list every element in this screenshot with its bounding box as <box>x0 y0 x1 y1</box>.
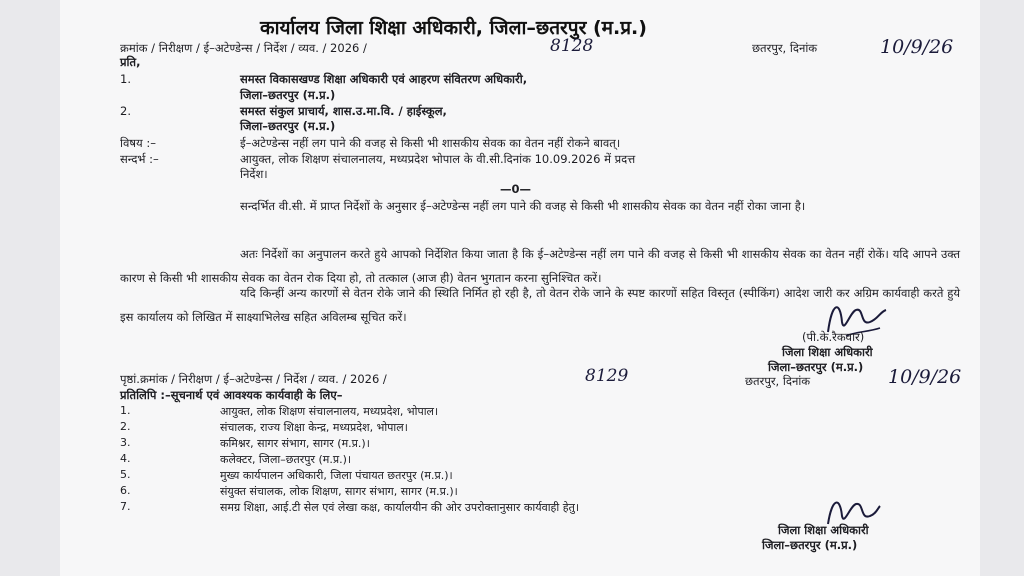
place-date-label: छतरपुर, दिनांक <box>752 41 818 55</box>
copy-item-7-number: 7. <box>120 500 131 513</box>
copy-item-4-text: कलेक्टर, जिला–छतरपुर (म.प्र.)। <box>220 453 352 466</box>
copy-item-1-number: 1. <box>120 404 131 417</box>
signatory-name: (पी.के.रैकवार) <box>802 330 865 344</box>
endorsement-date-handwritten: 10/9/26 <box>888 366 962 388</box>
reference-number-handwritten: 8128 <box>550 36 594 56</box>
signatory-2-designation: जिला शिक्षा अधिकारी <box>778 523 869 537</box>
endorsement-number-handwritten: 8129 <box>585 366 629 386</box>
office-title: कार्यालय जिला शिक्षा अधिकारी, जिला–छतरपुर (म.प्र.) <box>260 17 647 39</box>
reference-line <box>120 41 367 56</box>
copy-item-3-number: 3. <box>120 436 131 449</box>
recipient-2-line1: समस्त संकुल प्राचार्य, शास.उ.मा.वि. / हाईस्कूल, <box>240 104 447 118</box>
reference-label: सन्दर्भ :– <box>120 152 159 166</box>
subject-text: ई–अटेण्डेन्स नहीं लग पाने की वजह से किसी भी शासकीय सेवक का वेतन नहीं रोकने बावत्। <box>240 136 621 150</box>
signatory-1-designation: जिला शिक्षा अधिकारी <box>782 345 873 359</box>
endorsement-reference-prefix: पृष्ठां.क्रमांक / निरीक्षण / ई–अटेण्डेन्स / निर्देश / व्यव. / 2026 / <box>120 372 387 386</box>
copy-item-6-number: 6. <box>120 484 131 497</box>
endorsement-place-date-label: छतरपुर, दिनांक <box>745 374 811 388</box>
copy-item-3-text: कमिश्नर, सागर संभाग, सागर (म.प्र.)। <box>220 437 370 450</box>
copy-item-2-text: संचालक, राज्य शिक्षा केन्द्र, मध्यप्रदेश, भोपाल। <box>220 421 408 434</box>
recipient-2-line2: जिला–छतरपुर (म.प्र.) <box>240 119 336 133</box>
recipient-1-number: 1. <box>120 72 131 86</box>
copy-item-4-number: 4. <box>120 452 131 465</box>
copy-item-1-text: आयुक्त, लोक शिक्षण संचालनालय, मध्यप्रदेश, भोपाल। <box>220 405 439 418</box>
copy-item-7-text: समग्र शिक्षा, आई.टी सेल एवं लेखा कक्ष, कार्यालयीन की ओर उपरोक्तानुसार कार्यवाही हेतु। <box>220 501 580 514</box>
signatory-1-district: जिला–छतरपुर (म.प्र.) <box>768 360 864 374</box>
body-paragraph-2: अतः निर्देशों का अनुपालन करते हुये आपको निर्देशित किया जाता है कि ई–अटेण्डेन्स नहीं लग पाने की वजह से किसी भी शासकीय सेवक का वेतन नहीं रोकें। यदि आपने उक्त कारण से किसी भी शासकीय सेवक का वेतन रोक दिया हो, तो तत्काल (आज ही) वेतन भुगतान करना सुनिश्चित करें। <box>120 247 960 285</box>
copy-item-5-number: 5. <box>120 468 131 481</box>
copy-item-2-number: 2. <box>120 420 131 433</box>
date-handwritten: 10/9/26 <box>880 36 954 58</box>
body-paragraph-1: सन्दर्भित वी.सी. में प्राप्त निर्देशों के अनुसार ई–अटेण्डेन्स नहीं लग पाने की वजह से किसी भी शासकीय सेवक का वेतन नहीं रोका जाना है। <box>240 199 806 213</box>
copy-item-6-text: संयुक्त संचालक, लोक शिक्षण, सागर संभाग, सागर (म.प्र.)। <box>220 485 458 498</box>
copy-item-5-text: मुख्य कार्यपालन अधिकारी, जिला पंचायत छतरपुर (म.प्र.)। <box>220 469 453 482</box>
body-paragraph-3: यदि किन्हीं अन्य कारणों से वेतन रोके जाने की स्थिति निर्मित हो रही है, तो वेतन रोके जाने के स्पष्ट कारणों सहित विस्तृत (स्पीकिंग) आदेश जारी कर अग्रिम कार्यवाही करते हुये इस कार्यालय को लिखित में साक्ष्याभिलेख सहित अविलम्ब सूचित करें। <box>120 286 960 324</box>
document-page <box>60 0 980 576</box>
prati-label: प्रति, <box>120 55 141 69</box>
subject-label: विषय :– <box>120 136 156 150</box>
copy-to-label: प्रतिलिपि :–सूचनार्थ एवं आवश्यक कार्यवाही के लिए– <box>120 388 343 402</box>
recipient-1-line2: जिला–छतरपुर (म.प्र.) <box>240 88 336 102</box>
recipient-2-number: 2. <box>120 104 131 118</box>
signatory-2-district: जिला–छतरपुर (म.प्र.) <box>762 538 858 552</box>
reference-text-line2: निर्देश। <box>240 167 268 181</box>
section-divider: —0— <box>500 182 532 196</box>
recipient-1-line1: समस्त विकासखण्ड शिक्षा अधिकारी एवं आहरण संवितरण अधिकारी, <box>240 72 528 86</box>
reference-prefix: क्रमांक / निरीक्षण / ई–अटेण्डेन्स / निर्देश / व्यव. / 2026 / <box>120 41 367 55</box>
reference-text-line1: आयुक्त, लोक शिक्षण संचालनालय, मध्यप्रदेश भोपाल के वी.सी.दिनांक 10.09.2026 में प्रदत्त <box>240 152 636 166</box>
